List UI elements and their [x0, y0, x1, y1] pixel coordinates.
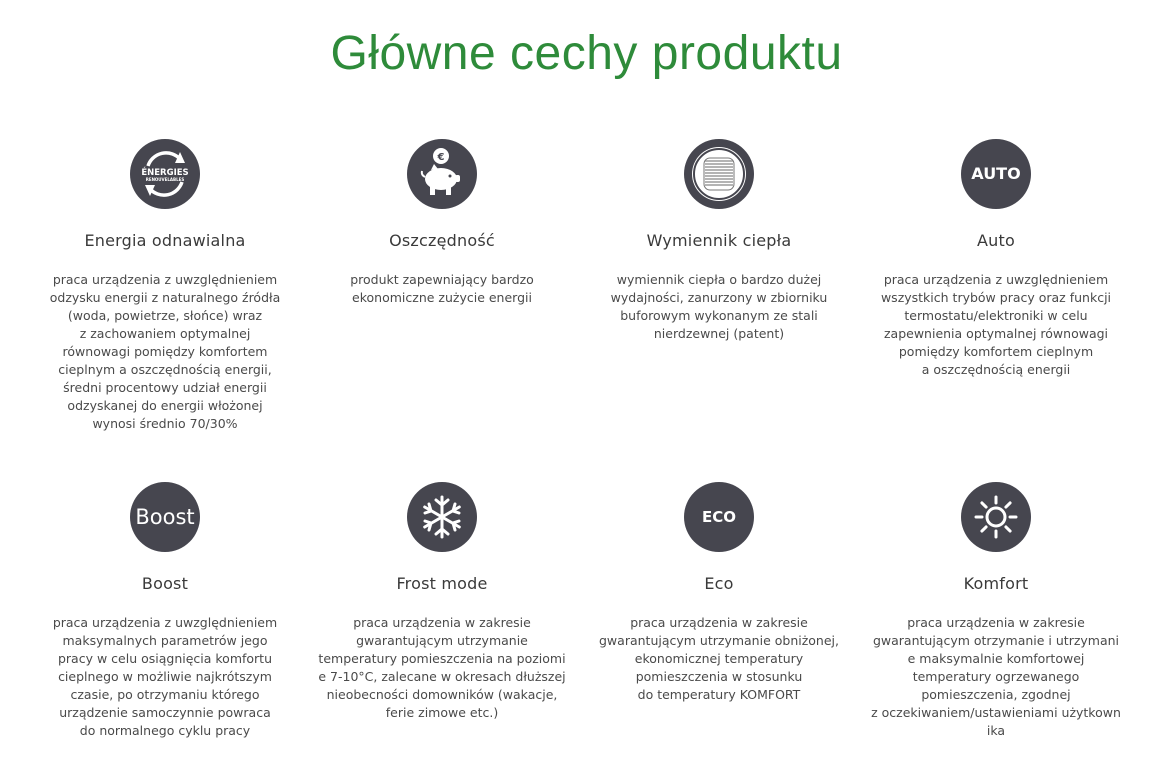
auto-icon: [961, 139, 1031, 209]
feature-description: produkt zapewniający bardzo ekonomiczne zużycie energii: [350, 272, 534, 305]
feature-name: Komfort: [963, 574, 1029, 593]
svg-text:€: €: [437, 152, 445, 163]
feature-eco: [594, 482, 844, 704]
feature-description: praca urządzenia z uwzględnieniem wszystkich trybów pracy oraz funkcji termostatu/elektroniki w celu zapewnienia optymalnej równowagi pomiędzy komfortem cieplnym a oszczędnością energii: [880, 272, 1112, 377]
feature-description: praca urządzenia w zakresie gwarantującym utrzymanie obniżonej, ekonomicznej temperatury pomieszczenia w stosunku do temperatury KOMFORT: [599, 615, 839, 702]
svg-text:Boost: Boost: [135, 505, 195, 529]
svg-text:RENOUVELABLES: RENOUVELABLES: [145, 177, 185, 182]
feature-oszczednosc: [317, 139, 567, 307]
feature-description: praca urządzenia z uwzględnieniem odzysku energii z naturalnego źródła (woda, powietrze, słońce) wraz z zachowaniem optymalnej równowagi pomiędzy komfortem cieplnym a oszczędnością energii, średni procentowy udział energii odzyskanej do energii włożonej wynosi średnio 70/30%: [49, 272, 281, 431]
snowflake-icon: [407, 482, 477, 552]
feature-name: Frost mode: [396, 574, 488, 593]
feature-description: praca urządzenia z uwzględnieniem maksymalnych parametrów jego pracy w celu osiągnięcia komfortu cieplnego w możliwie najkrótszym czasie, po otrzymaniu którego urządzenie samoczynnie powraca do normalnego cyklu pracy: [52, 615, 278, 738]
svg-text:ÉNERGIES: ÉNERGIES: [141, 168, 189, 178]
feature-description: praca urządzenia w zakresie gwarantującym otrzymanie i utrzymani e maksymalnie komfortowej temperatury ogrzewanego pomieszczenia, zgodnej z oczekiwaniem/ustawieniami użytkown ika: [871, 615, 1121, 738]
feature-frost-mode: [317, 482, 567, 722]
feature-energia-odnawialna: [40, 139, 290, 433]
sun-icon: [961, 482, 1031, 552]
feature-auto: [871, 139, 1121, 379]
feature-wymiennik-ciepla: [594, 139, 844, 343]
renewable-energy-icon: [130, 139, 200, 209]
feature-komfort: [871, 482, 1121, 740]
boost-icon: [130, 482, 200, 552]
svg-text:ECO: ECO: [701, 508, 737, 526]
feature-name: Wymiennik ciepła: [646, 231, 792, 250]
page-title: Główne cechy produktu: [330, 27, 843, 80]
heat-exchanger-coil-icon: [684, 139, 754, 209]
svg-text:AUTO: AUTO: [971, 164, 1021, 183]
feature-name: Auto: [977, 231, 1015, 250]
feature-description: wymiennik ciepła o bardzo dużej wydajności, zanurzony w zbiorniku buforowym wykonanym ze stali nierdzewnej (patent): [610, 272, 828, 341]
feature-name: Oszczędność: [389, 231, 495, 250]
feature-name: Energia odnawialna: [84, 231, 246, 250]
feature-boost: [40, 482, 290, 740]
feature-description: praca urządzenia w zakresie gwarantującym utrzymanie temperatury pomieszczenia na poziomi e 7-10°C, zalecane w okresach dłuższej nieobecności domowników (wakacje, ferie zimowe etc.): [318, 615, 566, 720]
feature-name: Eco: [704, 574, 734, 593]
piggy-bank-icon: [407, 139, 477, 209]
eco-icon: [684, 482, 754, 552]
feature-name: Boost: [141, 574, 189, 593]
